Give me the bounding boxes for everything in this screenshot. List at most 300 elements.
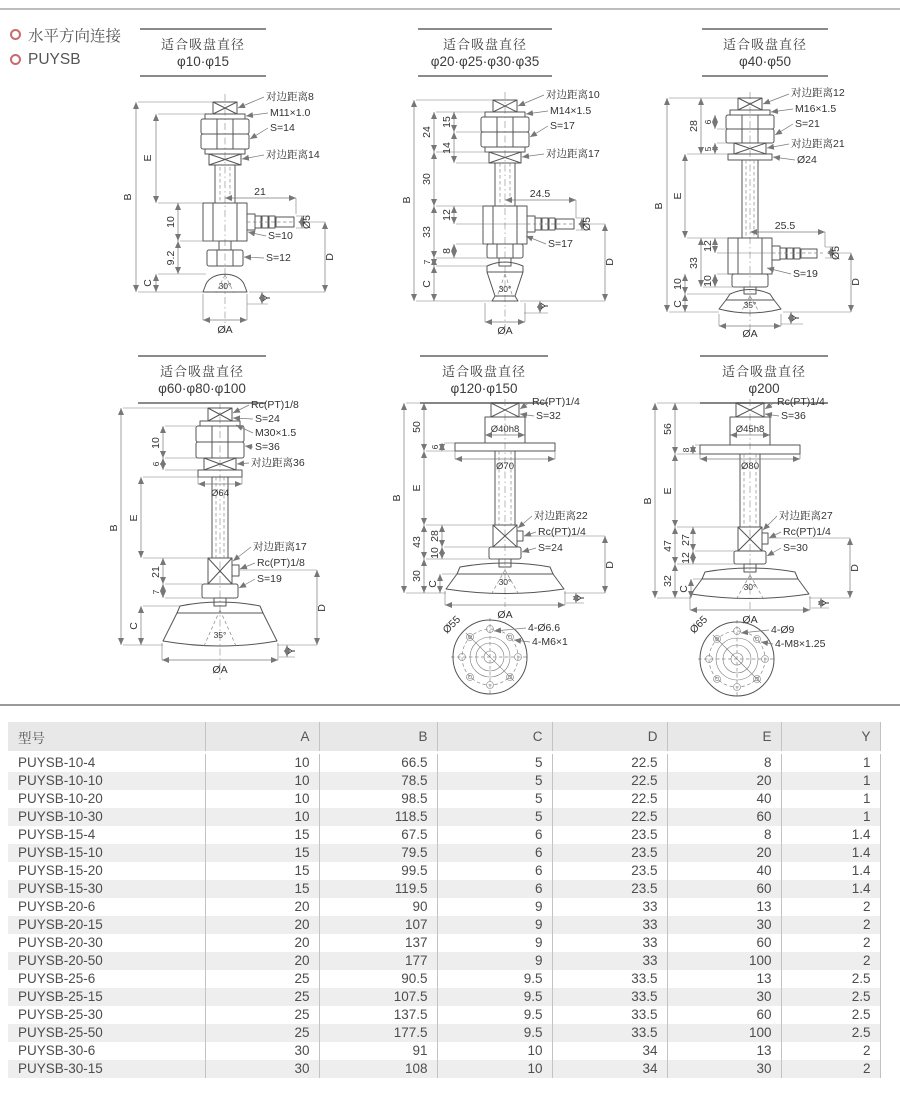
cone-angle: 35°	[213, 630, 227, 640]
flats-mid-label: 对边距离14	[266, 149, 320, 161]
hex-top-label: S=36	[255, 441, 280, 453]
drawing-d10-d15	[120, 88, 390, 340]
cell-a: 10	[205, 790, 319, 808]
cell-model: PUYSB-25-15	[8, 988, 205, 1006]
cell-e: 30	[667, 916, 781, 934]
port-side-label: Rc(PT)1/4	[783, 526, 831, 538]
cell-a: 15	[205, 862, 319, 880]
low-height-dim: 9.2	[165, 250, 177, 266]
port-hex-label: S=32	[536, 410, 561, 422]
dim-8: 8	[441, 248, 453, 254]
cell-y: 2	[781, 898, 880, 916]
stem-dia-label: Ø40h8	[490, 424, 520, 435]
diagram-header-2	[418, 28, 552, 77]
cell-b: 107.5	[319, 988, 437, 1006]
table-row	[8, 790, 880, 808]
table-row	[8, 988, 880, 1006]
cell-b: 108	[319, 1060, 437, 1078]
cell-e: 13	[667, 1042, 781, 1060]
thread-label: M11×1.0	[270, 107, 311, 119]
cell-d: 33.5	[552, 988, 667, 1006]
dim-12: 12	[680, 552, 692, 564]
cell-y: 1	[781, 790, 880, 808]
dim-B: B	[122, 193, 134, 201]
hex-body-label: S=10	[268, 230, 293, 242]
hose-dia-label: Ø5	[301, 214, 313, 230]
dim-30: 30	[411, 570, 423, 582]
cell-y: 2.5	[781, 970, 880, 988]
header-range: φ60·φ80·φ100	[158, 381, 246, 396]
diagram-header-3	[702, 28, 828, 77]
flats-top-label: 对边距离12	[791, 87, 845, 99]
header-range: φ200	[748, 381, 780, 396]
cell-d: 23.5	[552, 826, 667, 844]
cell-b: 78.5	[319, 772, 437, 790]
thread-label: M30×1.5	[255, 427, 297, 439]
cell-c: 9	[437, 898, 552, 916]
cell-e: 30	[667, 988, 781, 1006]
header-title: 适合吸盘直径	[441, 364, 526, 379]
cell-y: 1	[781, 772, 880, 790]
cell-a: 15	[205, 826, 319, 844]
cell-model: PUYSB-10-30	[8, 808, 205, 826]
cell-model: PUYSB-15-30	[8, 880, 205, 898]
cell-a: 10	[205, 753, 319, 773]
cell-d: 22.5	[552, 753, 667, 773]
cell-model: PUYSB-20-30	[8, 934, 205, 952]
dim-21: 21	[150, 566, 162, 578]
cell-c: 6	[437, 826, 552, 844]
dim-Y: Y	[261, 294, 273, 302]
cell-model: PUYSB-25-50	[8, 1024, 205, 1042]
dim-10: 10	[429, 547, 441, 559]
body-height-dim: 10	[165, 216, 177, 228]
dim-C: C	[421, 280, 433, 288]
pad-dia: ØA	[742, 328, 758, 340]
col-b: B	[319, 722, 437, 753]
cell-b: 99.5	[319, 862, 437, 880]
cell-c: 10	[437, 1042, 552, 1060]
dim-5: 5	[703, 146, 713, 152]
diagram-header-1	[140, 28, 266, 77]
header-range: φ10·φ15	[176, 54, 230, 69]
cell-b: 119.5	[319, 880, 437, 898]
cell-a: 15	[205, 880, 319, 898]
cell-d: 33.5	[552, 970, 667, 988]
fitting-outline	[719, 98, 817, 313]
col-a: A	[205, 722, 319, 753]
dim-28: 28	[429, 530, 441, 542]
port-top-label: Rc(PT)1/4	[777, 396, 825, 408]
dim-E: E	[672, 192, 684, 200]
dim-43: 43	[411, 536, 423, 548]
cell-y: 2	[781, 952, 880, 970]
header-range: φ40·φ50	[738, 54, 792, 69]
reach-dim: 25.5	[774, 220, 796, 232]
pad-dia: ØA	[497, 609, 513, 621]
dim-50: 50	[411, 421, 423, 433]
cell-b: 118.5	[319, 808, 437, 826]
dim-B: B	[108, 524, 120, 532]
header-title: 适合吸盘直径	[721, 364, 806, 379]
table-row	[8, 808, 880, 826]
series-name: PUYSB	[28, 50, 81, 68]
cell-a: 20	[205, 916, 319, 934]
hex-low-label: S=19	[793, 268, 818, 280]
cell-e: 60	[667, 934, 781, 952]
cell-b: 66.5	[319, 753, 437, 773]
col-model: 型号	[8, 722, 205, 753]
dim-B: B	[653, 202, 665, 210]
spec-table	[8, 722, 881, 1078]
dim-10: 10	[150, 437, 162, 449]
dim-B: B	[401, 196, 413, 204]
cell-d: 34	[552, 1042, 667, 1060]
cell-e: 13	[667, 898, 781, 916]
cell-y: 1	[781, 753, 880, 773]
cell-b: 91	[319, 1042, 437, 1060]
col-e: E	[667, 722, 781, 753]
hex-low-label: S=19	[257, 573, 282, 585]
cell-d: 23.5	[552, 862, 667, 880]
cell-model: PUYSB-25-6	[8, 970, 205, 988]
bullet-icon	[10, 54, 21, 65]
diagram-header-4	[138, 355, 266, 404]
bolt-circle-label: Ø55	[440, 613, 464, 637]
port-side-label: Rc(PT)1/4	[538, 526, 586, 538]
reach-dim: 21	[254, 186, 266, 198]
reach-dim: 24.5	[529, 188, 551, 200]
dim-D: D	[324, 253, 336, 261]
col-c: C	[437, 722, 552, 753]
flange-dia-label: Ø70	[496, 461, 514, 472]
header-title: 适合吸盘直径	[160, 37, 245, 52]
drawing-d40-d50	[655, 88, 900, 340]
table-row	[8, 1006, 880, 1024]
table-body	[8, 753, 880, 1079]
cell-model: PUYSB-30-15	[8, 1060, 205, 1078]
cell-b: 137.5	[319, 1006, 437, 1024]
stem-dia-label: Ø45h8	[735, 424, 765, 435]
drawing-d200	[642, 395, 900, 703]
dim-C: C	[128, 622, 140, 630]
cell-a: 25	[205, 988, 319, 1006]
dim-Y: Y	[575, 594, 587, 602]
dim-Y: Y	[820, 599, 832, 607]
cell-y: 2	[781, 1042, 880, 1060]
cell-a: 30	[205, 1060, 319, 1078]
dim-6: 6	[151, 461, 161, 467]
section-title: 水平方向连接	[28, 27, 122, 45]
cell-c: 6	[437, 880, 552, 898]
dim-10: 10	[702, 275, 714, 287]
cell-d: 33	[552, 952, 667, 970]
table-row	[8, 1042, 880, 1060]
cell-e: 20	[667, 844, 781, 862]
dim-D: D	[604, 561, 616, 569]
cell-e: 30	[667, 1060, 781, 1078]
cell-a: 30	[205, 1042, 319, 1060]
flats-mid-label: 对边距离17	[546, 148, 600, 160]
table-row	[8, 934, 880, 952]
header-range: φ120·φ150	[450, 381, 518, 396]
dim-Y: Y	[286, 647, 298, 655]
drawing-d120-d150	[390, 395, 675, 703]
tap-holes-label: 4-M6×1	[532, 636, 568, 648]
port-hex-label: S=36	[781, 410, 806, 422]
hex-low-label: S=30	[783, 542, 808, 554]
cell-c: 9.5	[437, 988, 552, 1006]
bolt-holes-label: 4-Ø6.6	[528, 622, 561, 634]
hose-dia-label: Ø5	[581, 216, 593, 232]
cell-b: 137	[319, 934, 437, 952]
thread-label: M14×1.5	[550, 105, 592, 117]
header-title: 适合吸盘直径	[722, 37, 807, 52]
dim-Y: Y	[539, 302, 551, 310]
cell-e: 8	[667, 753, 781, 773]
table-row	[8, 826, 880, 844]
cell-e: 20	[667, 772, 781, 790]
flats-top-label: 对边距离36	[251, 457, 305, 469]
dim-27: 27	[680, 534, 692, 546]
cell-c: 10	[437, 1060, 552, 1078]
bolt-circle-label: Ø65	[687, 613, 711, 637]
dim-E: E	[411, 484, 423, 492]
col-y: Y	[781, 722, 880, 753]
cell-e: 60	[667, 1006, 781, 1024]
header-title: 适合吸盘直径	[159, 364, 244, 379]
drawing-d20-d35	[400, 88, 670, 340]
col-d: D	[552, 722, 667, 753]
cell-y: 1	[781, 808, 880, 826]
bottom-view	[698, 620, 776, 698]
cell-c: 9.5	[437, 1006, 552, 1024]
cell-b: 177	[319, 952, 437, 970]
cell-b: 98.5	[319, 790, 437, 808]
cell-c: 9.5	[437, 1024, 552, 1042]
cell-d: 22.5	[552, 772, 667, 790]
bolt-holes-label: 4-Ø9	[771, 624, 795, 636]
cell-e: 60	[667, 808, 781, 826]
cell-model: PUYSB-10-10	[8, 772, 205, 790]
pad-dia: ØA	[217, 324, 233, 336]
cell-e: 60	[667, 880, 781, 898]
thread-label: M16×1.5	[795, 103, 837, 115]
dim-12: 12	[702, 240, 714, 252]
dim-7: 7	[422, 259, 432, 265]
cell-c: 5	[437, 790, 552, 808]
cell-b: 107	[319, 916, 437, 934]
hex-top-label: S=17	[550, 120, 575, 132]
flats-mid-label: 对边距离27	[779, 510, 833, 522]
cell-d: 23.5	[552, 880, 667, 898]
flats-top-label: 对边距离8	[266, 91, 314, 103]
dim-7: 7	[151, 589, 161, 595]
cell-a: 20	[205, 934, 319, 952]
cell-b: 90	[319, 898, 437, 916]
cell-d: 33.5	[552, 1024, 667, 1042]
dim-C: C	[427, 580, 439, 588]
dim-E: E	[128, 514, 140, 522]
cell-c: 5	[437, 772, 552, 790]
pad-dia: ØA	[497, 325, 513, 337]
bullet-icon	[10, 29, 21, 40]
cell-d: 33	[552, 916, 667, 934]
hex-low-label: S=12	[266, 252, 291, 264]
tap-holes-label: 4-M8×1.25	[775, 638, 826, 650]
cell-c: 5	[437, 753, 552, 773]
cell-d: 33.5	[552, 1006, 667, 1024]
cell-y: 2	[781, 934, 880, 952]
header-range: φ20·φ25·φ30·φ35	[430, 54, 540, 69]
cell-b: 67.5	[319, 826, 437, 844]
cell-y: 1.4	[781, 880, 880, 898]
dim-D: D	[604, 258, 616, 266]
cell-a: 25	[205, 1006, 319, 1024]
table-row	[8, 898, 880, 916]
cell-model: PUYSB-15-4	[8, 826, 205, 844]
cell-y: 2.5	[781, 1006, 880, 1024]
dim-B: B	[642, 497, 654, 505]
dim-C: C	[678, 585, 690, 593]
cell-a: 15	[205, 844, 319, 862]
cell-y: 1.4	[781, 826, 880, 844]
table-row	[8, 772, 880, 790]
dim-10b: 10	[672, 278, 684, 290]
flange-dia-label: Ø80	[741, 461, 759, 472]
cell-model: PUYSB-15-20	[8, 862, 205, 880]
hose-dia-label: Ø5	[830, 245, 842, 261]
cell-y: 1.4	[781, 844, 880, 862]
flats-mid-label: 对边距离17	[253, 541, 307, 553]
flats-mid-label: 对边距离22	[534, 510, 588, 522]
cell-b: 90.5	[319, 970, 437, 988]
cell-b: 177.5	[319, 1024, 437, 1042]
hex-low-label: S=24	[538, 542, 563, 554]
cell-model: PUYSB-30-6	[8, 1042, 205, 1060]
cell-model: PUYSB-10-20	[8, 790, 205, 808]
table-row	[8, 952, 880, 970]
dim-E: E	[142, 154, 154, 162]
dim-47: 47	[662, 540, 674, 552]
dim-56: 56	[662, 423, 674, 435]
port-top-label: Rc(PT)1/8	[251, 399, 299, 411]
cell-e: 8	[667, 826, 781, 844]
cone-angle: 30°	[498, 577, 512, 587]
cell-model: PUYSB-20-15	[8, 916, 205, 934]
table-rule	[0, 704, 900, 706]
cell-d: 22.5	[552, 790, 667, 808]
cell-y: 2.5	[781, 1024, 880, 1042]
dim-15: 15	[441, 116, 453, 128]
cell-b: 79.5	[319, 844, 437, 862]
flange-dia-label: Ø64	[211, 488, 229, 499]
section-menu	[10, 22, 121, 72]
dim-Y: Y	[790, 314, 802, 322]
table-row	[8, 753, 880, 773]
cone-angle: 30°	[743, 582, 757, 592]
dim-8: 8	[681, 447, 691, 453]
flange-dia-label: Ø24	[797, 154, 817, 166]
cell-y: 1.4	[781, 862, 880, 880]
cone-angle: 30°	[498, 284, 512, 294]
dim-28: 28	[688, 120, 700, 132]
port-side-label: Rc(PT)1/8	[257, 557, 305, 569]
cell-d: 22.5	[552, 808, 667, 826]
cell-e: 13	[667, 970, 781, 988]
table-row	[8, 862, 880, 880]
cell-d: 33	[552, 934, 667, 952]
dim-B: B	[391, 494, 403, 502]
cell-model: PUYSB-15-10	[8, 844, 205, 862]
dim-14: 14	[441, 142, 453, 154]
table-row	[8, 916, 880, 934]
cone-angle: 30°	[218, 281, 232, 291]
dim-E: E	[662, 487, 674, 495]
cell-c: 9	[437, 934, 552, 952]
hex-top-label: S=21	[795, 118, 820, 130]
pad-dia: ØA	[742, 614, 758, 626]
pad-dia: ØA	[212, 664, 228, 676]
cell-c: 6	[437, 844, 552, 862]
port-top-label: Rc(PT)1/4	[532, 396, 580, 408]
cell-a: 25	[205, 970, 319, 988]
table-row	[8, 844, 880, 862]
cell-model: PUYSB-20-50	[8, 952, 205, 970]
cell-c: 5	[437, 808, 552, 826]
cone-angle: 35°	[743, 300, 757, 310]
dim-30: 30	[421, 173, 433, 185]
dim-6: 6	[430, 444, 440, 450]
cell-d: 33	[552, 898, 667, 916]
cell-y: 2	[781, 916, 880, 934]
table-header-row	[8, 722, 880, 753]
cell-e: 40	[667, 862, 781, 880]
cell-c: 6	[437, 862, 552, 880]
hex-body-label: S=17	[548, 238, 573, 250]
table-row	[8, 1060, 880, 1078]
header-title: 适合吸盘直径	[442, 37, 527, 52]
dim-12: 12	[441, 209, 453, 221]
cell-y: 2.5	[781, 988, 880, 1006]
hex-top-label: S=14	[270, 122, 295, 134]
cell-a: 20	[205, 952, 319, 970]
cell-c: 9	[437, 952, 552, 970]
dim-32: 32	[662, 575, 674, 587]
dim-D: D	[849, 564, 861, 572]
dim-D: D	[316, 604, 328, 612]
cell-d: 34	[552, 1060, 667, 1078]
section-title-item	[10, 22, 121, 47]
top-rule	[0, 8, 900, 10]
cell-model: PUYSB-10-4	[8, 753, 205, 773]
cell-y: 2	[781, 1060, 880, 1078]
cell-e: 100	[667, 952, 781, 970]
table-row	[8, 970, 880, 988]
series-name-item	[10, 47, 121, 72]
cell-c: 9	[437, 916, 552, 934]
drawing-d60-d100	[105, 398, 385, 698]
dim-24: 24	[421, 126, 433, 138]
dim-D: D	[850, 278, 862, 286]
flats-mid-label: 对边距离21	[791, 138, 845, 150]
dim-33: 33	[688, 257, 700, 269]
table-row	[8, 1024, 880, 1042]
dim-6: 6	[703, 119, 713, 125]
cell-e: 100	[667, 1024, 781, 1042]
dim-C: C	[672, 300, 684, 308]
cell-a: 10	[205, 772, 319, 790]
